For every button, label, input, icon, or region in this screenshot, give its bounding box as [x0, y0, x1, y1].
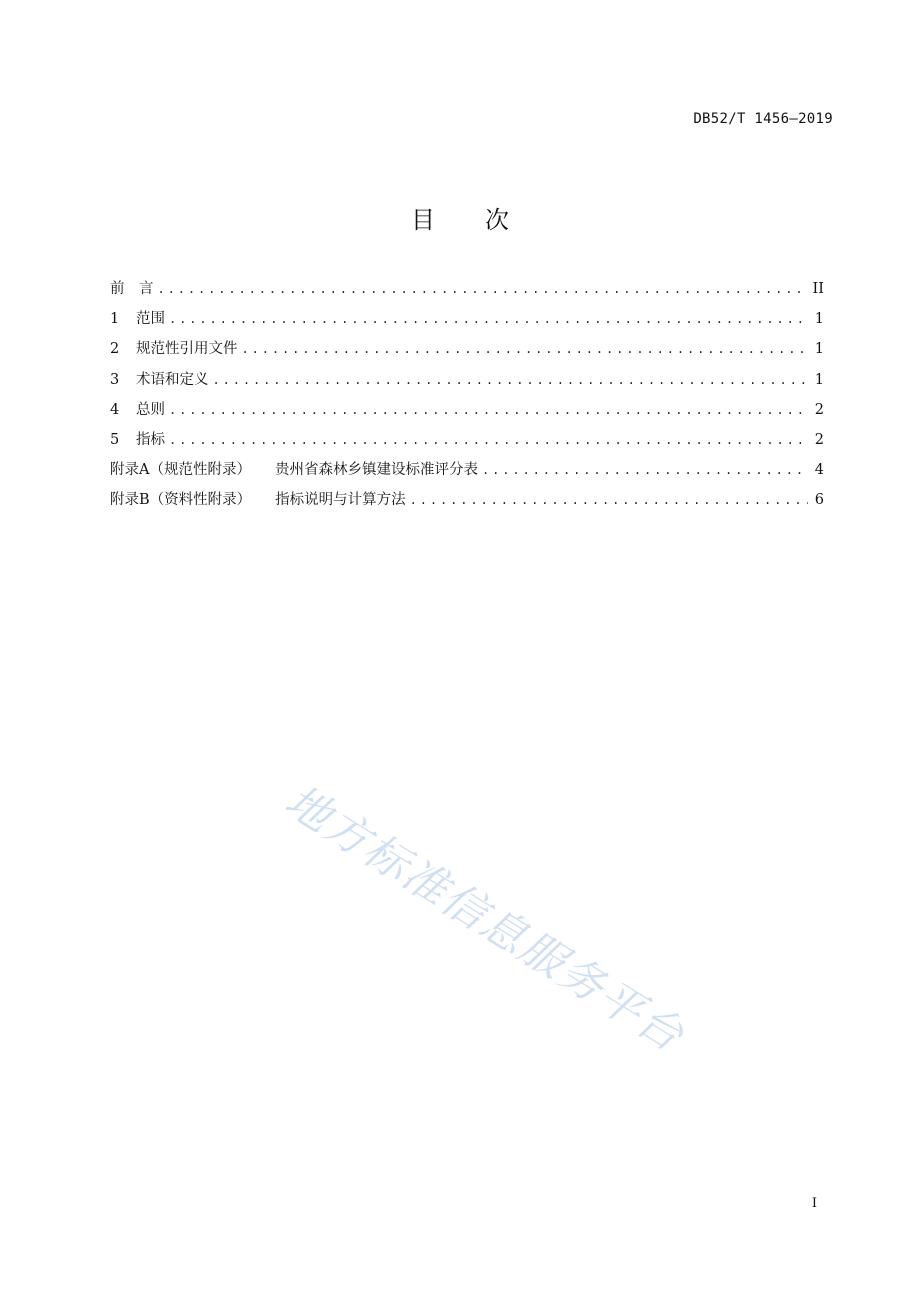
toc-leader-dots	[410, 489, 808, 511]
toc-entry-scope[interactable]	[110, 308, 824, 338]
page-title: 目次	[411, 206, 559, 234]
toc-entry-page: 1	[814, 371, 824, 388]
toc-entry-number: 3	[110, 371, 120, 388]
toc-entry-terms-definitions[interactable]	[110, 369, 824, 399]
page-number: I	[811, 1196, 817, 1211]
toc-leader-dots	[169, 429, 808, 451]
toc-entry-normative-references[interactable]	[110, 338, 824, 368]
toc-leader-dots	[158, 278, 807, 300]
toc-entry-number: 附录A（规范性附录）	[110, 462, 251, 479]
toc-entry-appendix-b[interactable]	[110, 489, 824, 519]
toc-leader-dots	[242, 338, 809, 360]
table-of-contents	[110, 278, 824, 520]
toc-entry-page: 4	[814, 462, 824, 479]
toc-entry-page: II	[812, 281, 824, 297]
toc-entry-page: 6	[814, 492, 824, 509]
toc-entry-appendix-a[interactable]	[110, 459, 824, 489]
toc-entry-foreword[interactable]	[110, 278, 824, 308]
toc-entry-label: 4 总则	[110, 399, 165, 421]
toc-entry-page: 2	[814, 401, 824, 418]
toc-entry-number: 1	[110, 311, 120, 328]
toc-entry-number: 附录B（资料性附录）	[110, 492, 252, 509]
toc-entry-number: 4	[110, 401, 120, 418]
toc-entry-label: 5 指标	[110, 429, 165, 451]
toc-entry-page: 1	[814, 341, 824, 358]
toc-entry-number: 2	[110, 341, 120, 358]
toc-entry-page: 2	[814, 431, 824, 448]
toc-leader-dots	[482, 459, 808, 481]
toc-leader-dots	[213, 369, 809, 391]
toc-entry-number: 5	[110, 431, 120, 448]
toc-entry-label: 附录A（规范性附录） 贵州省森林乡镇建设标准评分表	[110, 462, 478, 479]
toc-entry-label: 前 言	[110, 281, 154, 297]
toc-entry-indicators[interactable]	[110, 429, 824, 459]
toc-leader-dots	[169, 308, 808, 330]
toc-entry-label: 2 规范性引用文件	[110, 338, 238, 360]
toc-entry-general-principles[interactable]	[110, 399, 824, 429]
document-code: DB52/T 1456—2019	[693, 111, 833, 127]
toc-entry-label: 1 范围	[110, 308, 165, 330]
toc-leader-dots	[169, 399, 808, 421]
toc-entry-label: 附录B（资料性附录） 指标说明与计算方法	[110, 492, 406, 509]
watermark: 地方标准信息服务平台	[276, 775, 694, 1063]
toc-entry-page: 1	[814, 311, 824, 328]
toc-entry-label: 3 术语和定义	[110, 369, 209, 391]
